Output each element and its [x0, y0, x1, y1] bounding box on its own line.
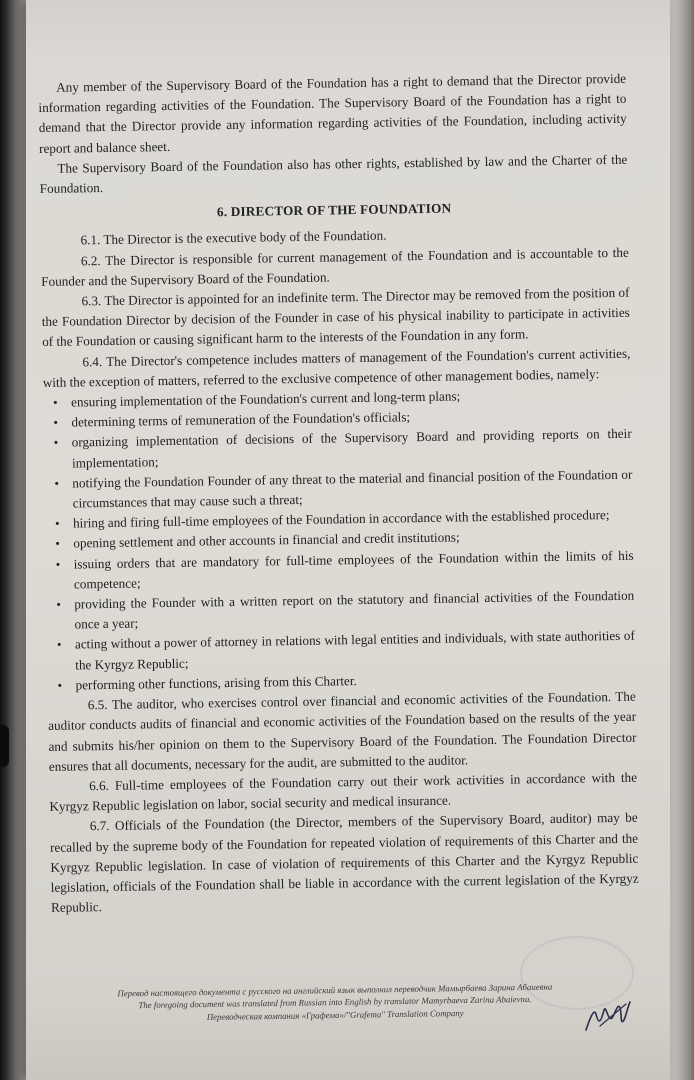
bullet-icon: •	[56, 596, 61, 612]
clause-6-4: 6.4. The Director's competence includes matters of management of the Foundation's current activities, with the exception of matters, referred to the exclusive competence of other management bodies, namely:	[42, 345, 631, 390]
clause-6-3: 6.3. The Director is appointed for an indefinite term. The Director may be removed from the position of the Foundation Director by decision of the Founder in case of his physical inability to participate in activities of the Foundation or causing significant harm to the interests of the Foundation in any form.	[41, 284, 630, 350]
footer-line-russian: Перевод настоящего документа с русского на английский язык выполнил переводчик Мамырбаева Зарина Абаиевна	[117, 981, 553, 999]
list-item-text: ensuring implementation of the Foundation's current and long-term plans;	[70, 388, 461, 410]
bullet-icon: •	[55, 556, 61, 572]
handwritten-signature	[582, 996, 632, 1036]
bullet-icon: •	[53, 435, 59, 451]
competence-list	[43, 384, 636, 696]
list-item-text: hiring and firing full-time employees of the Foundation in accordance with the established procedure;	[72, 507, 610, 531]
list-item-text: providing the Founder with a written report on the statutory and financial activities of the Foundation once a year;	[74, 587, 635, 632]
paragraph-supervisory-rights: Any member of the Supervisory Board of the Foundation has a right to demand that the Director provide information regarding activities of the Foundation. The Supervisory Board of the Foundation has a right to demand that the Director provide any information regarding activities of the Foundation, including activity report and balance sheet.	[38, 70, 627, 156]
clause-6-5: 6.5. The auditor, who exercises control over financial and economic activities of the Foundation. The auditor conducts audits of financial and economic activities of the Foundation based on the results of the year and submits his/her opinion on them to the Supervisory Board of the Foundation. The Foundation Director ensures that all documents, necessary for the audit, are submitted to the auditor.	[48, 688, 637, 774]
list-item-text: issuing orders that are mandatory for full-time employees of the Foundation within the limits of his competence;	[73, 547, 634, 592]
section-heading: 6. DIRECTOR OF THE FOUNDATION	[216, 200, 452, 220]
bullet-icon: •	[53, 414, 59, 431]
bullet-icon: •	[54, 475, 60, 491]
bullet-icon: •	[52, 394, 58, 410]
binder-clip	[0, 725, 9, 767]
list-item-text: determining terms of remuneration of the Foundation's officials;	[71, 409, 411, 430]
list-item-text: performing other functions, arising from this Charter.	[75, 672, 357, 693]
bullet-icon: •	[54, 515, 60, 532]
bullet-icon: •	[55, 536, 60, 552]
paragraph-other-rights: The Supervisory Board of the Foundation also has other rights, established by law and the Charter of the Foundation.	[39, 151, 628, 197]
bullet-icon: •	[57, 677, 63, 693]
list-item-text: opening settlement and other accounts in financial and credit institutions;	[73, 529, 460, 551]
page-shadow-edge	[0, 0, 26, 1080]
list-item-text: acting without a power of attorney in relations with legal entities and individuals, with state authorities of the Kyrgyz Republic;	[74, 628, 635, 673]
document-body	[38, 69, 639, 918]
list-item-text: notifying the Foundation Founder of any threat to the material and financial position of the Foundation or circumstances that may cause such a threat;	[72, 466, 633, 511]
bullet-icon: •	[56, 637, 62, 653]
clause-6-1: 6.1. The Director is the executive body of the Foundation.	[80, 227, 387, 248]
clause-6-2: 6.2. The Director is responsible for current management of the Foundation and is accountable to the Founder and the Supervisory Board of the Foundation.	[41, 244, 629, 289]
clause-6-7: 6.7. Officials of the Foundation (the Director, members of the Supervisory Board, auditor) may be recalled by the supreme body of the Foundation for repeated violation of requirements of this Charter and the Kyrgyz Republic legislation. In case of violation of requirements of this Charter and the Kyrgyz Republic legislation, officials of the Foundation shall be liable in accordance with the current legislation of the Kyrgyz Republic.	[49, 809, 639, 916]
clause-6-6: 6.6. Full-time employees of the Foundation carry out their work activities in accordance with the Kyrgyz Republic legislation on labor, social security and medical insurance.	[49, 769, 638, 815]
footer-line-company: Переводческая компания «Графема»/"Grafema" Translation Company	[206, 1007, 464, 1022]
list-item-text: organizing implementation of decisions of the Supervisory Board and providing reports on their implementation;	[71, 426, 632, 471]
footer-line-english: The foregoing document was translated from Russian into English by translator Mamyrbaeva Zarina Abaievna.	[138, 994, 532, 1011]
